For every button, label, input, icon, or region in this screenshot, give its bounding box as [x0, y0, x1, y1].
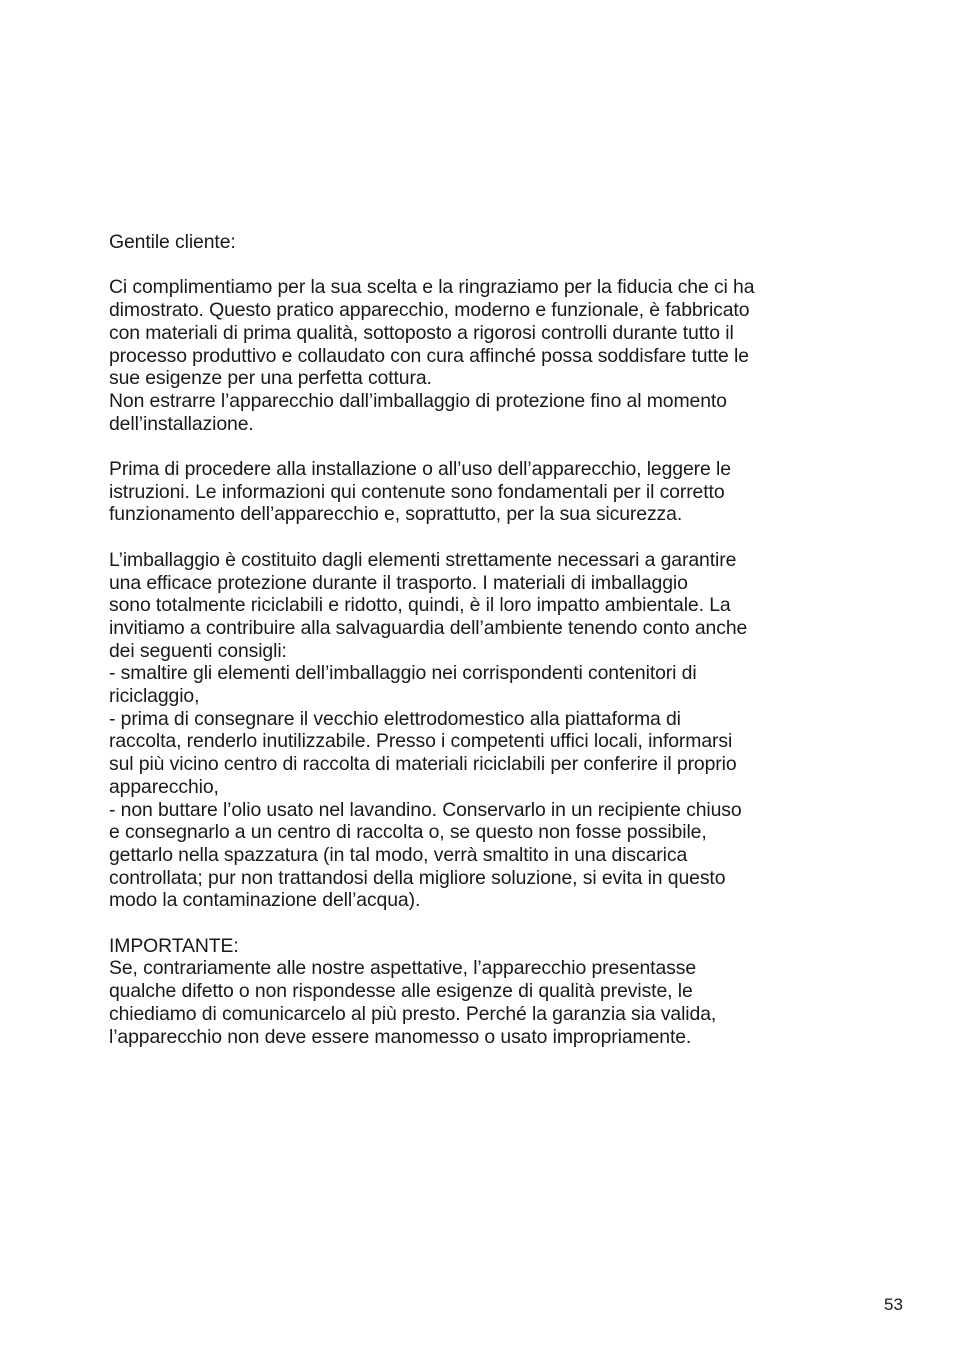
- text-line: modo la contaminazione dell’acqua).: [109, 889, 421, 912]
- important-heading: IMPORTANTE:: [109, 934, 239, 957]
- text-line: chiediamo di comunicarcelo al più presto. Perché la garanzia sia valida,: [109, 1002, 717, 1025]
- body-text: [109, 231, 869, 1048]
- text-line: controllata; pur non trattandosi della migliore soluzione, si evita in questo: [109, 866, 726, 889]
- text-line: sono totalmente riciclabili e ridotto, quindi, è il loro impatto ambientale. La: [109, 594, 731, 617]
- text-line: con materiali di prima qualità, sottoposto a rigorosi controlli durante tutto il: [109, 321, 734, 344]
- text-line: raccolta, renderlo inutilizzabile. Presso i competenti uffici locali, informarsi: [109, 730, 733, 753]
- text-line: apparecchio,: [109, 775, 219, 798]
- text-line: - smaltire gli elementi dell’imballaggio nei corrispondenti contenitori di: [109, 662, 697, 685]
- paragraph-gap: [109, 912, 869, 935]
- text-line: Prima di procedere alla installazione o all’uso dell’apparecchio, leggere le: [109, 458, 731, 480]
- text-line: Ci complimentiamo per la sua scelta e la ringraziamo per la fiducia che ci ha: [109, 276, 755, 299]
- text-line: una efficace protezione durante il trasporto. I materiali di imballaggio: [109, 571, 688, 594]
- text-line: istruzioni. Le informazioni qui contenute sono fondamentali per il corretto: [109, 480, 725, 503]
- text-line: - prima di consegnare il vecchio elettrodomestico alla piattaforma di: [109, 707, 681, 730]
- greeting: Gentile cliente:: [109, 231, 236, 253]
- text-line: dimostrato. Questo pratico apparecchio, moderno e funzionale, è fabbricato: [109, 299, 750, 322]
- page-number: 53: [884, 1295, 903, 1314]
- text-line: gettarlo nella spazzatura (in tal modo, verrà smaltito in una discarica: [109, 843, 688, 866]
- paragraph-gap: [109, 435, 869, 458]
- text-line: e consegnarlo a un centro di raccolta o, se questo non fosse possibile,: [109, 821, 707, 844]
- text-line: Se, contrariamente alle nostre aspettative, l’apparecchio presentasse: [109, 957, 697, 980]
- text-line: dei seguenti consigli:: [109, 639, 287, 662]
- paragraph-important: [109, 935, 869, 1049]
- paragraph-instructions: [109, 458, 869, 526]
- text-line: L’imballaggio è costituito dagli elementi strettamente necessari a garantire: [109, 548, 737, 571]
- text-line: invitiamo a contribuire alla salvaguardia dell’ambiente tenendo conto anche: [109, 616, 748, 639]
- text-line: Non estrarre l’apparecchio dall’imballaggio di protezione fino al momento: [109, 389, 727, 412]
- text-line: dell’installazione.: [109, 412, 254, 435]
- text-line: riciclaggio,: [109, 685, 200, 708]
- text-line: processo produttivo e collaudato con cura affinché possa soddisfare tutte le: [109, 344, 749, 367]
- paragraph-welcome: [109, 276, 869, 435]
- paragraph-gap: [109, 526, 869, 549]
- text-line: sul più vicino centro di raccolta di materiali riciclabili per conferire il proprio: [109, 753, 737, 776]
- text-line: qualche difetto o non rispondesse alle esigenze di qualità previste, le: [109, 980, 693, 1003]
- text-line: - non buttare l’olio usato nel lavandino. Conservarlo in un recipiente chiuso: [109, 798, 742, 821]
- text-line: funzionamento dell’apparecchio e, soprattutto, per la sua sicurezza.: [109, 503, 683, 526]
- paragraph-gap: [109, 254, 869, 277]
- text-line: sue esigenze per una perfetta cottura.: [109, 367, 432, 390]
- paragraph-packaging: [109, 549, 869, 912]
- text-line: l’apparecchio non deve essere manomesso o usato impropriamente.: [109, 1025, 692, 1048]
